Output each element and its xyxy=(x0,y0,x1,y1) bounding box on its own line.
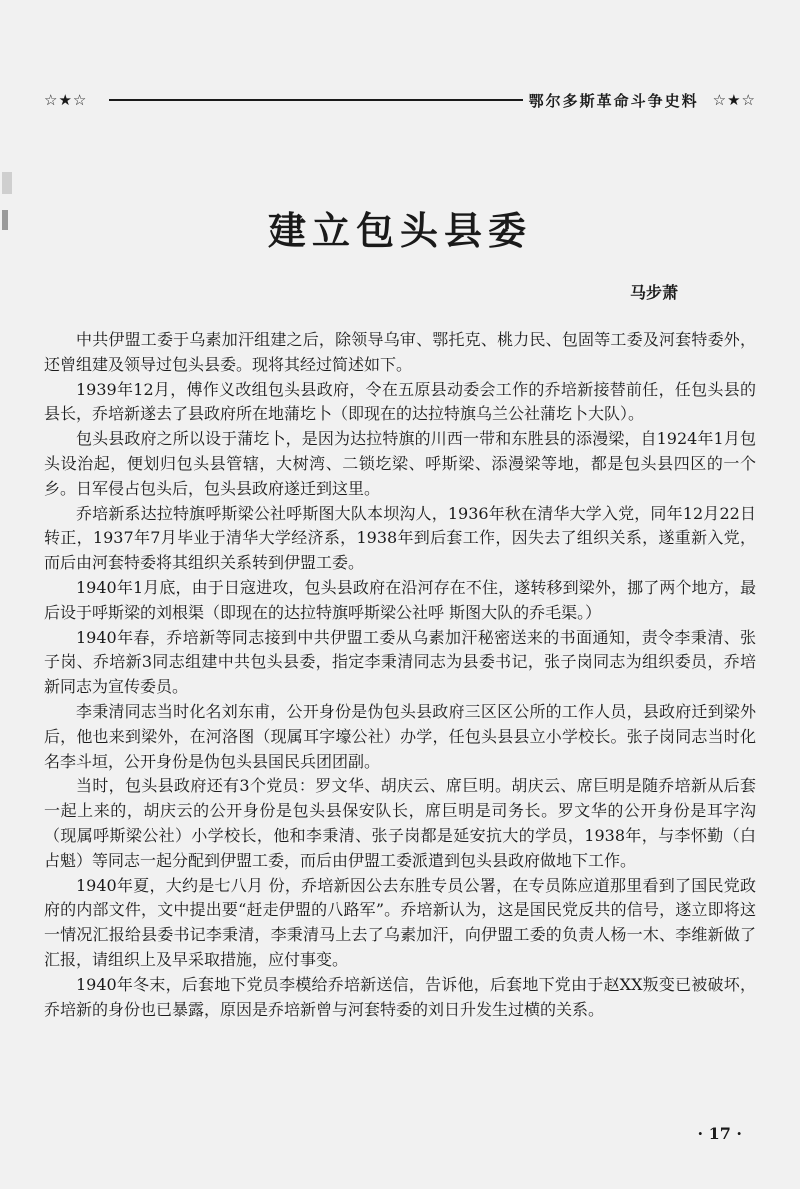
header-stars-left: ☆★☆ xyxy=(44,91,88,109)
header-stars-right: ☆★☆ xyxy=(712,91,756,109)
article-body xyxy=(44,328,756,1022)
running-header xyxy=(44,88,756,112)
body-paragraph: 李秉清同志当时化名刘东甫，公开身份是伪包头县政府三区区公所的工作人员，县政府迁到梁外后，他也来到梁外，在河洛图（现属耳字壕公社）办学，任包头县县立小学校长。张子岗同志当时化名李斗垣，公开身份是伪包头县国民兵团团副。 xyxy=(44,701,756,771)
body-paragraph: 1940年冬末，后套地下党员李模给乔培新送信，告诉他，后套地下党由于赵XX叛变已被破坏，乔培新的身份也已暴露，原因是乔培新曾与河套特委的刘日升发生过横的关系。 xyxy=(44,974,756,1019)
body-paragraph: 中共伊盟工委于乌素加汗组建之后，除领导乌审、鄂托克、桃力民、包固等工委及河套特委外，还曾组建及领导过包头县委。现将其经过简述如下。 xyxy=(44,330,756,374)
series-title: 鄂尔多斯革命斗争史料 xyxy=(528,91,699,110)
body-paragraph: 1940年1月底，由于日寇进攻，包头县政府在沿河存在不住，遂转移到梁外，挪了两个地方，最后设于呼斯梁的刘根渠（即现在的达拉特旗呼斯梁公社呼 斯图大队的乔毛渠。） xyxy=(44,577,756,622)
header-rule xyxy=(109,99,522,101)
binding-edge-mark xyxy=(2,172,12,194)
page-number: · 17 · xyxy=(697,1124,742,1143)
article-title: 建立包头县委 xyxy=(267,208,532,253)
body-paragraph: 1940年春，乔培新等同志接到中共伊盟工委从乌素加汗秘密送来的书面通知，责令李秉清、张子岗、乔培新3同志组建中共包头县委，指定李秉清同志为县委书记，张子岗同志为组织委员，乔培新同志为宣传委员。 xyxy=(44,627,756,697)
body-paragraph: 包头县政府之所以设于蒲圪卜，是因为达拉特旗的川西一带和东胜县的添漫梁，自1924年1月包头设治起，便划归包头县管辖，大树湾、二锁圪梁、呼斯梁、添漫梁等地，都是包头县四区的一个乡。日军侵占包头后，包头县政府遂迁到这里。 xyxy=(44,429,756,498)
body-paragraph: 1939年12月，傅作义改组包头县政府，令在五原县动委会工作的乔培新接替前任，任包头县的县长，乔培新遂去了县政府所在地蒲圪卜（即现在的达拉特旗乌兰公社蒲圪卜大队）。 xyxy=(44,379,756,424)
article-author: 马步萧 xyxy=(629,283,678,302)
body-paragraph: 当时，包头县政府还有3个党员：罗文华、胡庆云、席巨明。胡庆云、席巨明是随乔培新从后套一起上来的，胡庆云的公开身份是包头县保安队长，席巨明是司务长。罗文华的公开身份是耳字沟（现属呼斯梁公社）小学校长，他和李秉清、张子岗都是延安抗大的学员，1938年，与李怀勤（白占魁）等同志一起分配到伊盟工委，而后由伊盟工委派遣到包头县政府做地下工作。 xyxy=(44,776,756,870)
body-paragraph: 1940年夏，大约是七八月 份，乔培新因公去东胜专员公署，在专员陈应道那里看到了国民党政府的内部文件，文中提出要“赶走伊盟的八路军”。乔培新认为，这是国民党反共的信号，遂立即将这一情况汇报给县委书记李秉清，李秉清马上去了乌素加汗，向伊盟工委的负责人杨一木、李维新做了汇报，请组织上及早采取措施，应付事变。 xyxy=(44,875,756,969)
body-paragraph: 乔培新系达拉特旗呼斯梁公社呼斯图大队本坝沟人，1936年秋在清华大学入党，同年12月22日转正，1937年7月毕业于清华大学经济系，1938年到后套工作，因失去了组织关系，遂重新入党，而后由河套特委将其组织关系转到伊盟工委。 xyxy=(44,503,756,573)
